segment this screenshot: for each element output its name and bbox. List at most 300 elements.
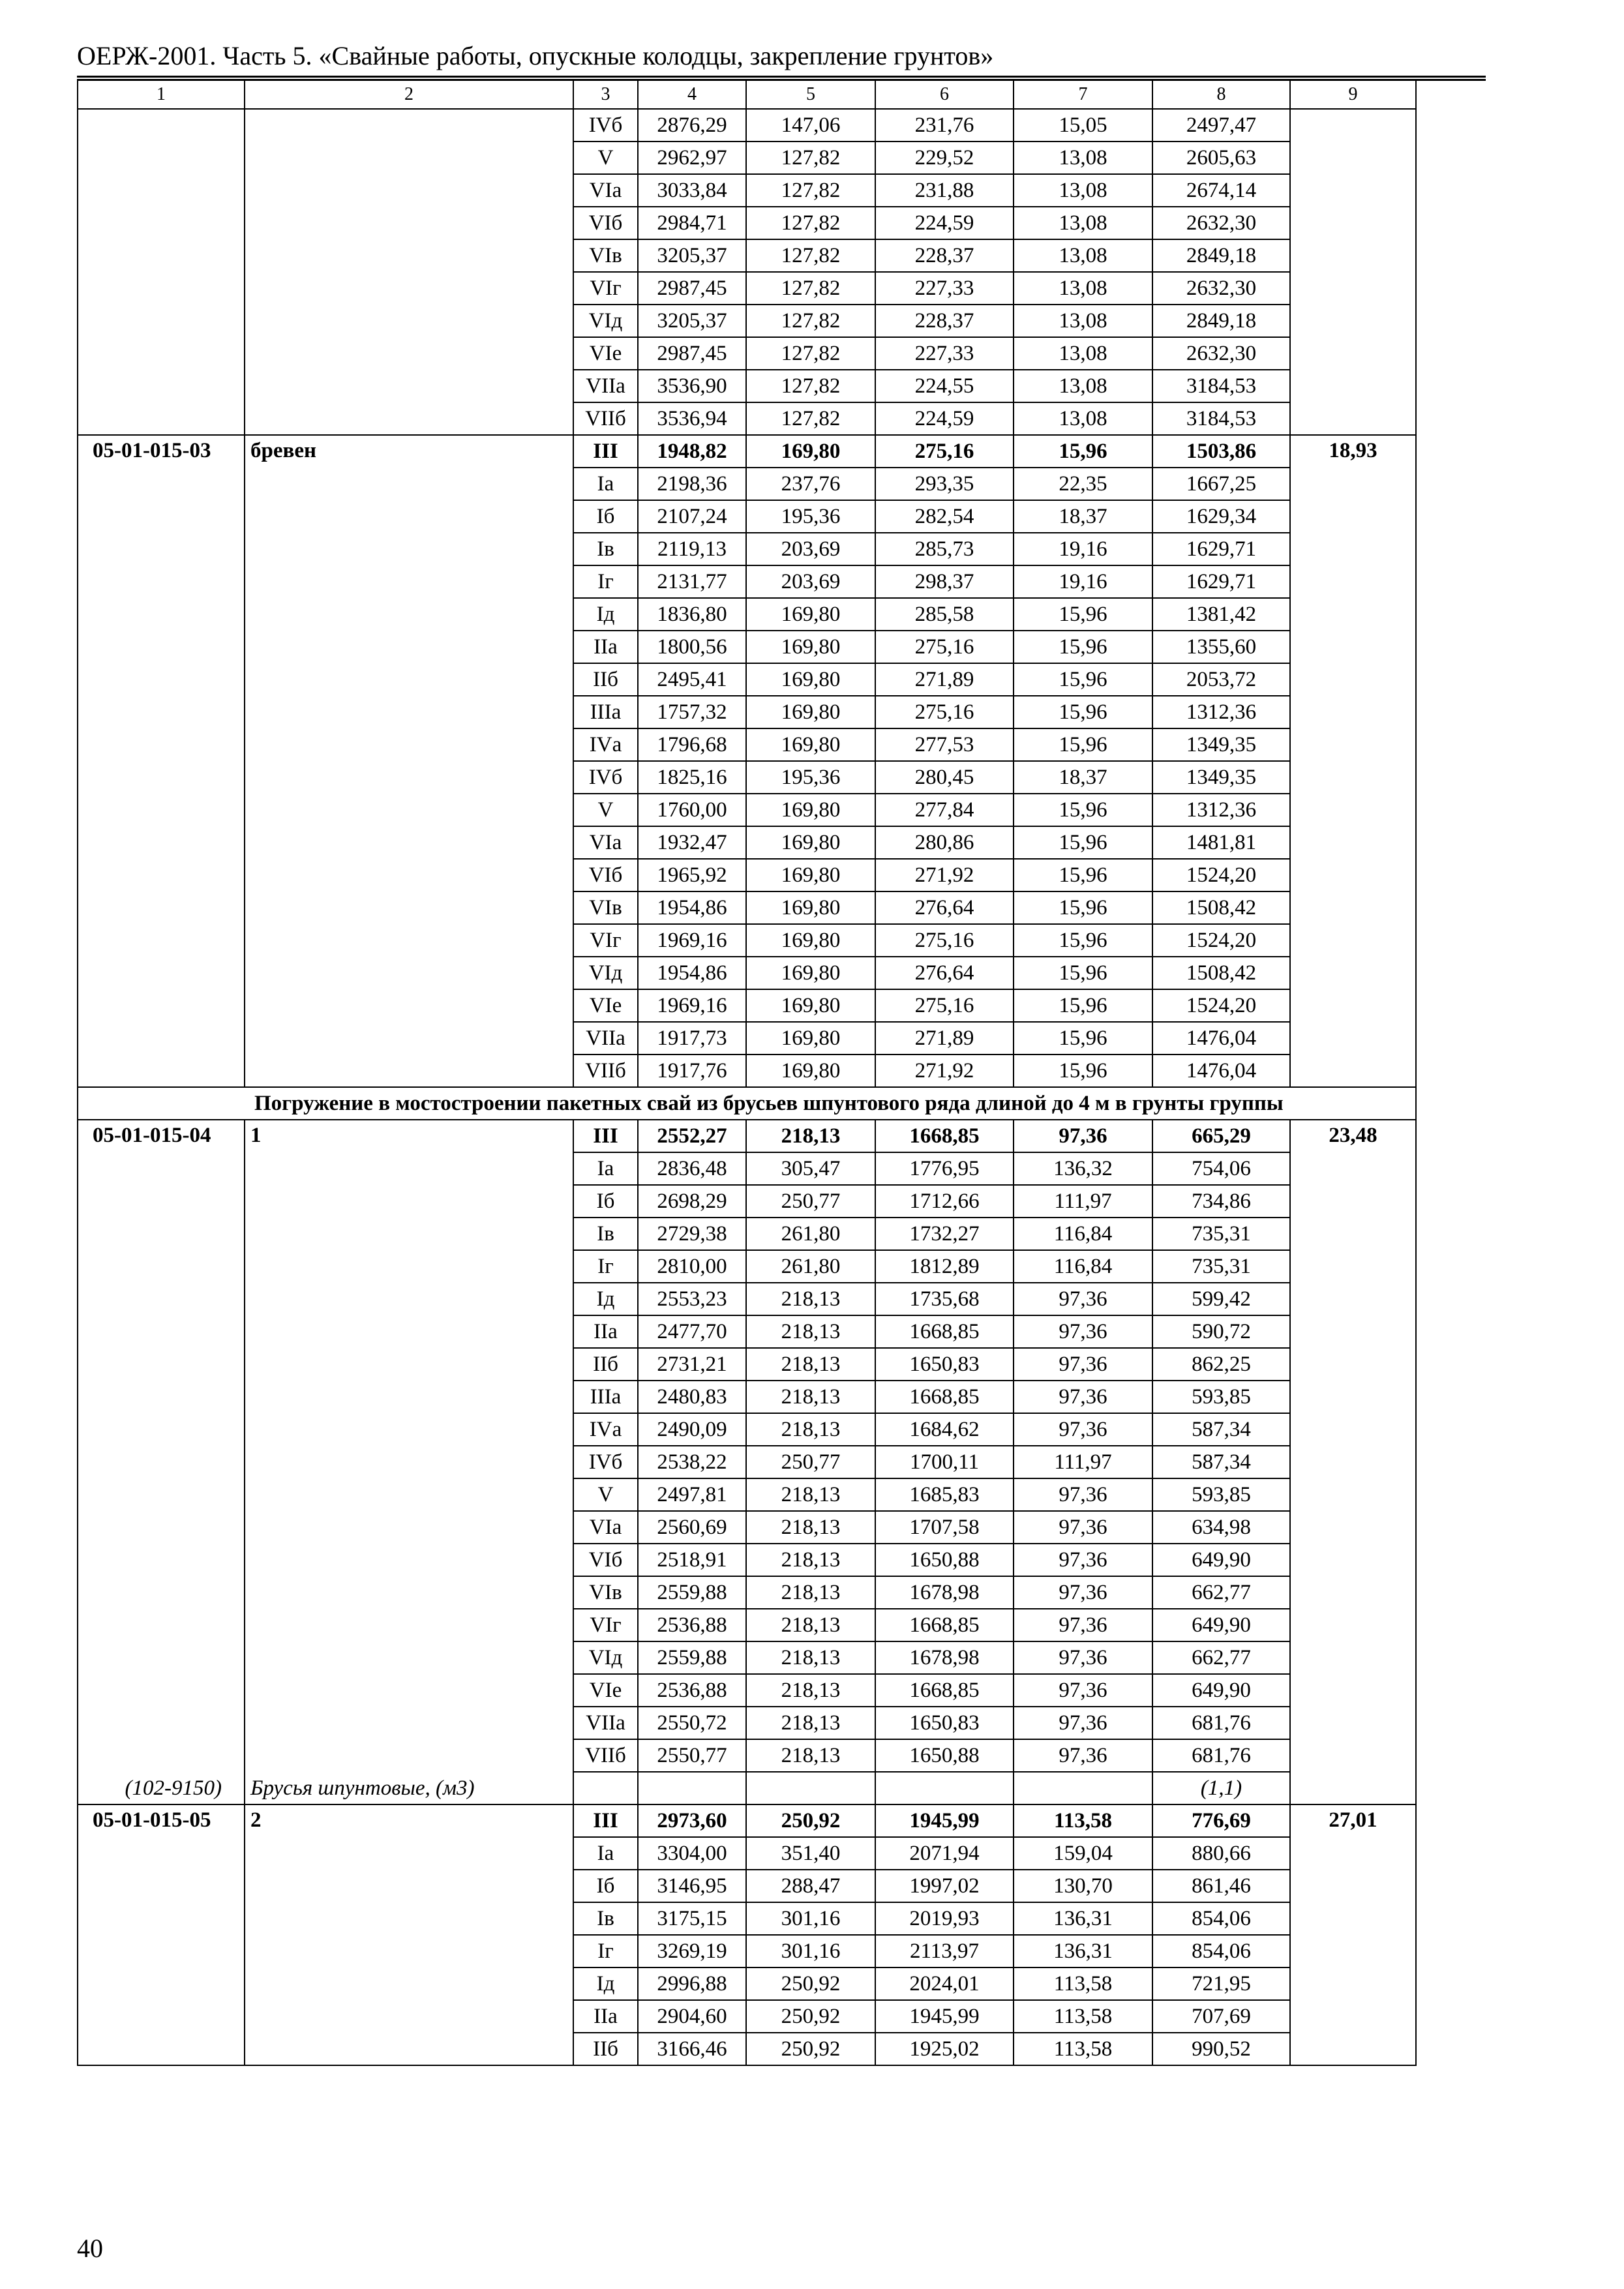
- materials-cell: 1481,81: [1152, 826, 1290, 859]
- section-heading: Погружение в мостостроении пакетных свай из брусьев шпунтового ряда длиной до 4 м в грунты группы: [78, 1087, 1416, 1120]
- wages-cell: 169,80: [746, 891, 875, 924]
- machinist-wages-cell: 15,96: [1014, 989, 1152, 1022]
- wages-cell: 250,77: [746, 1185, 875, 1218]
- table-body: [78, 80, 1416, 2065]
- total-cost-cell: 2538,22: [638, 1446, 746, 1478]
- machinist-wages-cell: 136,32: [1014, 1152, 1152, 1185]
- total-cost-cell: 2536,88: [638, 1674, 746, 1707]
- materials-cell: 1503,86: [1152, 435, 1290, 468]
- materials-cell: 1476,04: [1152, 1022, 1290, 1055]
- total-cost-cell: 2550,72: [638, 1707, 746, 1739]
- wages-cell: 218,13: [746, 1674, 875, 1707]
- total-cost-cell: 1825,16: [638, 761, 746, 794]
- materials-cell: 707,69: [1152, 2000, 1290, 2033]
- machinist-wages-cell: 97,36: [1014, 1283, 1152, 1315]
- column-number: 3: [573, 80, 638, 109]
- machines-cell: 277,84: [875, 794, 1014, 826]
- materials-cell: 1524,20: [1152, 989, 1290, 1022]
- wages-cell: 203,69: [746, 533, 875, 565]
- wages-cell: 218,13: [746, 1348, 875, 1381]
- machinist-wages-cell: 15,96: [1014, 663, 1152, 696]
- wages-cell: 127,82: [746, 305, 875, 337]
- machines-cell: 271,92: [875, 859, 1014, 891]
- soil-group-cell: Iа: [573, 468, 638, 500]
- materials-cell: 1355,60: [1152, 631, 1290, 663]
- wages-cell: 218,13: [746, 1739, 875, 1772]
- material-empty-cell: [1014, 1772, 1152, 1804]
- wages-cell: 203,69: [746, 565, 875, 598]
- machines-cell: 1678,98: [875, 1576, 1014, 1609]
- wages-cell: 237,76: [746, 468, 875, 500]
- total-cost-cell: 2729,38: [638, 1218, 746, 1250]
- soil-group-cell: Iб: [573, 500, 638, 533]
- machines-cell: 280,45: [875, 761, 1014, 794]
- wages-cell: 305,47: [746, 1152, 875, 1185]
- soil-group-cell: IIб: [573, 2033, 638, 2065]
- machinist-wages-cell: 15,96: [1014, 1055, 1152, 1087]
- total-cost-cell: 1948,82: [638, 435, 746, 468]
- material-empty-cell: [573, 1772, 638, 1804]
- machines-cell: 271,89: [875, 1022, 1014, 1055]
- rate-code-cell: 05-01-015-04: [78, 1120, 245, 1772]
- machinist-wages-cell: 18,37: [1014, 500, 1152, 533]
- column-number-row: [78, 80, 1416, 109]
- total-cost-cell: 2836,48: [638, 1152, 746, 1185]
- machines-cell: 1668,85: [875, 1674, 1014, 1707]
- materials-cell: 854,06: [1152, 1902, 1290, 1935]
- rate-name-cell: 2: [245, 1804, 573, 2065]
- wages-cell: 218,13: [746, 1413, 875, 1446]
- machines-cell: 1735,68: [875, 1283, 1014, 1315]
- soil-group-cell: VIв: [573, 891, 638, 924]
- wages-cell: 127,82: [746, 142, 875, 174]
- wages-cell: 288,47: [746, 1870, 875, 1902]
- machinist-wages-cell: 19,16: [1014, 533, 1152, 565]
- machinist-wages-cell: 15,05: [1014, 109, 1152, 142]
- total-cost-cell: 3536,90: [638, 370, 746, 402]
- labor-cost-cell: 23,48: [1290, 1120, 1416, 1772]
- soil-group-cell: VIб: [573, 207, 638, 239]
- soil-group-cell: IIа: [573, 631, 638, 663]
- materials-cell: 665,29: [1152, 1120, 1290, 1152]
- machines-cell: 1668,85: [875, 1381, 1014, 1413]
- labor-cost-cell: 27,01: [1290, 1804, 1416, 2065]
- total-cost-cell: 2560,69: [638, 1511, 746, 1544]
- wages-cell: 169,80: [746, 794, 875, 826]
- material-empty-cell: [746, 1772, 875, 1804]
- total-cost-cell: 2518,91: [638, 1544, 746, 1576]
- soil-group-cell: VIIа: [573, 1707, 638, 1739]
- machinist-wages-cell: 15,96: [1014, 826, 1152, 859]
- machines-cell: 227,33: [875, 337, 1014, 370]
- machinist-wages-cell: 15,96: [1014, 859, 1152, 891]
- column-number: 9: [1290, 80, 1416, 109]
- materials-cell: 734,86: [1152, 1185, 1290, 1218]
- machinist-wages-cell: 97,36: [1014, 1120, 1152, 1152]
- materials-cell: 1349,35: [1152, 761, 1290, 794]
- machinist-wages-cell: 97,36: [1014, 1478, 1152, 1511]
- total-cost-cell: 2876,29: [638, 109, 746, 142]
- materials-cell: 1476,04: [1152, 1055, 1290, 1087]
- soil-group-cell: Iд: [573, 1967, 638, 2000]
- total-cost-cell: 2480,83: [638, 1381, 746, 1413]
- wages-cell: 250,92: [746, 2000, 875, 2033]
- wages-cell: 218,13: [746, 1641, 875, 1674]
- wages-cell: 169,80: [746, 1055, 875, 1087]
- machines-cell: 2024,01: [875, 1967, 1014, 2000]
- total-cost-cell: 2552,27: [638, 1120, 746, 1152]
- materials-cell: 1508,42: [1152, 891, 1290, 924]
- machines-cell: 224,59: [875, 207, 1014, 239]
- materials-cell: 1667,25: [1152, 468, 1290, 500]
- total-cost-cell: 2698,29: [638, 1185, 746, 1218]
- materials-cell: 776,69: [1152, 1804, 1290, 1837]
- soil-group-cell: Iб: [573, 1870, 638, 1902]
- total-cost-cell: 2904,60: [638, 2000, 746, 2033]
- wages-cell: 195,36: [746, 761, 875, 794]
- machinist-wages-cell: 15,96: [1014, 598, 1152, 631]
- machines-cell: 282,54: [875, 500, 1014, 533]
- materials-cell: 735,31: [1152, 1218, 1290, 1250]
- wages-cell: 351,40: [746, 1837, 875, 1870]
- wages-cell: 127,82: [746, 402, 875, 435]
- soil-group-cell: Iг: [573, 1935, 638, 1967]
- materials-cell: 2632,30: [1152, 337, 1290, 370]
- machinist-wages-cell: 15,96: [1014, 957, 1152, 989]
- wages-cell: 147,06: [746, 109, 875, 142]
- machines-cell: 1712,66: [875, 1185, 1014, 1218]
- total-cost-cell: 3166,46: [638, 2033, 746, 2065]
- machinist-wages-cell: 113,58: [1014, 2033, 1152, 2065]
- material-quantity: (1,1): [1152, 1772, 1290, 1804]
- total-cost-cell: 3146,95: [638, 1870, 746, 1902]
- materials-cell: 3184,53: [1152, 370, 1290, 402]
- column-number: 1: [78, 80, 245, 109]
- machinist-wages-cell: 97,36: [1014, 1511, 1152, 1544]
- machinist-wages-cell: 97,36: [1014, 1641, 1152, 1674]
- wages-cell: 169,80: [746, 859, 875, 891]
- machinist-wages-cell: 15,96: [1014, 728, 1152, 761]
- soil-group-cell: VIа: [573, 1511, 638, 1544]
- machinist-wages-cell: 13,08: [1014, 305, 1152, 337]
- materials-cell: 649,90: [1152, 1674, 1290, 1707]
- total-cost-cell: 2477,70: [638, 1315, 746, 1348]
- material-empty-cell: [638, 1772, 746, 1804]
- materials-cell: 599,42: [1152, 1283, 1290, 1315]
- machinist-wages-cell: 159,04: [1014, 1837, 1152, 1870]
- machinist-wages-cell: 116,84: [1014, 1250, 1152, 1283]
- total-cost-cell: 2987,45: [638, 272, 746, 305]
- soil-group-cell: V: [573, 1478, 638, 1511]
- wages-cell: 169,80: [746, 957, 875, 989]
- soil-group-cell: VIд: [573, 305, 638, 337]
- materials-cell: 862,25: [1152, 1348, 1290, 1381]
- column-number: 7: [1014, 80, 1152, 109]
- materials-cell: 1508,42: [1152, 957, 1290, 989]
- total-cost-cell: 3205,37: [638, 305, 746, 337]
- soil-group-cell: Iа: [573, 1837, 638, 1870]
- material-empty-cell: [875, 1772, 1014, 1804]
- soil-group-cell: Iв: [573, 1902, 638, 1935]
- total-cost-cell: 2962,97: [638, 142, 746, 174]
- materials-cell: 662,77: [1152, 1641, 1290, 1674]
- machines-cell: 1707,58: [875, 1511, 1014, 1544]
- wages-cell: 127,82: [746, 337, 875, 370]
- material-name: Брусья шпунтовые, (м3): [245, 1772, 573, 1804]
- wages-cell: 250,92: [746, 2033, 875, 2065]
- soil-group-cell: VIв: [573, 1576, 638, 1609]
- total-cost-cell: 3269,19: [638, 1935, 746, 1967]
- machines-cell: 1668,85: [875, 1609, 1014, 1641]
- machines-cell: 1997,02: [875, 1870, 1014, 1902]
- column-number: 2: [245, 80, 573, 109]
- total-cost-cell: 2198,36: [638, 468, 746, 500]
- table-row: [78, 1804, 1416, 1837]
- total-cost-cell: 2497,81: [638, 1478, 746, 1511]
- machines-cell: 1812,89: [875, 1250, 1014, 1283]
- rate-name-cell: бревен: [245, 435, 573, 1087]
- materials-cell: 1524,20: [1152, 924, 1290, 957]
- machinist-wages-cell: 113,58: [1014, 1804, 1152, 1837]
- column-number: 5: [746, 80, 875, 109]
- soil-group-cell: IIб: [573, 663, 638, 696]
- soil-group-cell: VIа: [573, 826, 638, 859]
- rate-code-cell: 05-01-015-03: [78, 435, 245, 1087]
- total-cost-cell: 3536,94: [638, 402, 746, 435]
- machinist-wages-cell: 97,36: [1014, 1576, 1152, 1609]
- materials-cell: 587,34: [1152, 1413, 1290, 1446]
- materials-cell: 2053,72: [1152, 663, 1290, 696]
- machinist-wages-cell: 97,36: [1014, 1707, 1152, 1739]
- soil-group-cell: VIе: [573, 1674, 638, 1707]
- machinist-wages-cell: 113,58: [1014, 1967, 1152, 2000]
- machines-cell: 271,89: [875, 663, 1014, 696]
- total-cost-cell: 3205,37: [638, 239, 746, 272]
- total-cost-cell: 1917,73: [638, 1022, 746, 1055]
- total-cost-cell: 1954,86: [638, 957, 746, 989]
- soil-group-cell: VIе: [573, 989, 638, 1022]
- machines-cell: 1650,83: [875, 1348, 1014, 1381]
- soil-group-cell: IIа: [573, 1315, 638, 1348]
- wages-cell: 261,80: [746, 1218, 875, 1250]
- machinist-wages-cell: 97,36: [1014, 1609, 1152, 1641]
- machines-cell: 229,52: [875, 142, 1014, 174]
- machines-cell: 1945,99: [875, 2000, 1014, 2033]
- machinist-wages-cell: 13,08: [1014, 370, 1152, 402]
- wages-cell: 218,13: [746, 1120, 875, 1152]
- materials-cell: 754,06: [1152, 1152, 1290, 1185]
- machines-cell: 1650,83: [875, 1707, 1014, 1739]
- total-cost-cell: 2553,23: [638, 1283, 746, 1315]
- soil-group-cell: Iд: [573, 598, 638, 631]
- wages-cell: 169,80: [746, 989, 875, 1022]
- materials-cell: 1312,36: [1152, 696, 1290, 728]
- materials-cell: 681,76: [1152, 1739, 1290, 1772]
- machinist-wages-cell: 13,08: [1014, 174, 1152, 207]
- machines-cell: 275,16: [875, 696, 1014, 728]
- materials-cell: 1524,20: [1152, 859, 1290, 891]
- rate-code-cell: [78, 109, 245, 435]
- soil-group-cell: VIб: [573, 1544, 638, 1576]
- total-cost-cell: 2731,21: [638, 1348, 746, 1381]
- soil-group-cell: Iг: [573, 565, 638, 598]
- materials-cell: 2849,18: [1152, 239, 1290, 272]
- machines-cell: 275,16: [875, 631, 1014, 663]
- wages-cell: 250,77: [746, 1446, 875, 1478]
- soil-group-cell: V: [573, 142, 638, 174]
- materials-cell: 721,95: [1152, 1967, 1290, 2000]
- materials-cell: 662,77: [1152, 1576, 1290, 1609]
- materials-cell: 861,46: [1152, 1870, 1290, 1902]
- machinist-wages-cell: 15,96: [1014, 435, 1152, 468]
- soil-group-cell: IVб: [573, 109, 638, 142]
- machines-cell: 224,55: [875, 370, 1014, 402]
- wages-cell: 301,16: [746, 1902, 875, 1935]
- total-cost-cell: 2131,77: [638, 565, 746, 598]
- wages-cell: 218,13: [746, 1707, 875, 1739]
- machinist-wages-cell: 136,31: [1014, 1902, 1152, 1935]
- materials-cell: 2632,30: [1152, 207, 1290, 239]
- machines-cell: 285,73: [875, 533, 1014, 565]
- machinist-wages-cell: 13,08: [1014, 207, 1152, 239]
- machines-cell: 1678,98: [875, 1641, 1014, 1674]
- total-cost-cell: 1965,92: [638, 859, 746, 891]
- soil-group-cell: IIIа: [573, 1381, 638, 1413]
- soil-group-cell: IIа: [573, 2000, 638, 2033]
- soil-group-cell: IVб: [573, 1446, 638, 1478]
- soil-group-cell: IIб: [573, 1348, 638, 1381]
- machines-cell: 224,59: [875, 402, 1014, 435]
- soil-group-cell: VIIб: [573, 402, 638, 435]
- total-cost-cell: 2984,71: [638, 207, 746, 239]
- soil-group-cell: VIг: [573, 272, 638, 305]
- machines-cell: 227,33: [875, 272, 1014, 305]
- total-cost-cell: 3304,00: [638, 1837, 746, 1870]
- soil-group-cell: Iв: [573, 533, 638, 565]
- machinist-wages-cell: 97,36: [1014, 1381, 1152, 1413]
- wages-cell: 218,13: [746, 1511, 875, 1544]
- materials-cell: 649,90: [1152, 1544, 1290, 1576]
- machines-cell: 2113,97: [875, 1935, 1014, 1967]
- column-number: 4: [638, 80, 746, 109]
- machines-cell: 285,58: [875, 598, 1014, 631]
- total-cost-cell: 1954,86: [638, 891, 746, 924]
- soil-group-cell: VIIб: [573, 1055, 638, 1087]
- wages-cell: 195,36: [746, 500, 875, 533]
- total-cost-cell: 2810,00: [638, 1250, 746, 1283]
- machines-cell: 275,16: [875, 435, 1014, 468]
- materials-cell: 1312,36: [1152, 794, 1290, 826]
- machinist-wages-cell: 136,31: [1014, 1935, 1152, 1967]
- rate-code-cell: 05-01-015-05: [78, 1804, 245, 2065]
- wages-cell: 127,82: [746, 370, 875, 402]
- machines-cell: 1685,83: [875, 1478, 1014, 1511]
- total-cost-cell: 1932,47: [638, 826, 746, 859]
- machines-cell: 1650,88: [875, 1544, 1014, 1576]
- machines-cell: 1732,27: [875, 1218, 1014, 1250]
- wages-cell: 127,82: [746, 174, 875, 207]
- machinist-wages-cell: 13,08: [1014, 337, 1152, 370]
- soil-group-cell: IVа: [573, 728, 638, 761]
- section-heading-row: [78, 1087, 1416, 1120]
- labor-cost-cell: [1290, 109, 1416, 435]
- total-cost-cell: 1836,80: [638, 598, 746, 631]
- machines-cell: 2071,94: [875, 1837, 1014, 1870]
- soil-group-cell: VIIа: [573, 370, 638, 402]
- machinist-wages-cell: 13,08: [1014, 142, 1152, 174]
- machinist-wages-cell: 19,16: [1014, 565, 1152, 598]
- column-number: 8: [1152, 80, 1290, 109]
- soil-group-cell: Iв: [573, 1218, 638, 1250]
- machinist-wages-cell: 130,70: [1014, 1870, 1152, 1902]
- materials-cell: 634,98: [1152, 1511, 1290, 1544]
- materials-cell: 3184,53: [1152, 402, 1290, 435]
- materials-cell: 1381,42: [1152, 598, 1290, 631]
- rate-name-cell: [245, 109, 573, 435]
- machinist-wages-cell: 97,36: [1014, 1315, 1152, 1348]
- page-number: 40: [77, 2234, 103, 2263]
- wages-cell: 169,80: [746, 435, 875, 468]
- total-cost-cell: 2536,88: [638, 1609, 746, 1641]
- total-cost-cell: 1969,16: [638, 989, 746, 1022]
- machines-cell: 1925,02: [875, 2033, 1014, 2065]
- wages-cell: 169,80: [746, 663, 875, 696]
- total-cost-cell: 2996,88: [638, 1967, 746, 2000]
- wages-cell: 169,80: [746, 924, 875, 957]
- machines-cell: 280,86: [875, 826, 1014, 859]
- soil-group-cell: VIд: [573, 1641, 638, 1674]
- materials-cell: 1629,34: [1152, 500, 1290, 533]
- machinist-wages-cell: 18,37: [1014, 761, 1152, 794]
- soil-group-cell: III: [573, 1120, 638, 1152]
- soil-group-cell: VIг: [573, 1609, 638, 1641]
- materials-cell: 880,66: [1152, 1837, 1290, 1870]
- machinist-wages-cell: 113,58: [1014, 2000, 1152, 2033]
- materials-cell: 2849,18: [1152, 305, 1290, 337]
- machines-cell: 293,35: [875, 468, 1014, 500]
- rates-table: [77, 80, 1417, 2066]
- machinist-wages-cell: 15,96: [1014, 891, 1152, 924]
- soil-group-cell: VIIб: [573, 1739, 638, 1772]
- machines-cell: 1776,95: [875, 1152, 1014, 1185]
- wages-cell: 169,80: [746, 826, 875, 859]
- wages-cell: 250,92: [746, 1967, 875, 2000]
- total-cost-cell: 2490,09: [638, 1413, 746, 1446]
- soil-group-cell: VIг: [573, 924, 638, 957]
- machinist-wages-cell: 13,08: [1014, 272, 1152, 305]
- labor-cost-cell: 18,93: [1290, 435, 1416, 1087]
- wages-cell: 127,82: [746, 272, 875, 305]
- materials-cell: 593,85: [1152, 1381, 1290, 1413]
- soil-group-cell: IIIа: [573, 696, 638, 728]
- machines-cell: 298,37: [875, 565, 1014, 598]
- machines-cell: 231,76: [875, 109, 1014, 142]
- materials-cell: 990,52: [1152, 2033, 1290, 2065]
- table-row: [78, 109, 1416, 142]
- wages-cell: 169,80: [746, 728, 875, 761]
- wages-cell: 218,13: [746, 1576, 875, 1609]
- machinist-wages-cell: 116,84: [1014, 1218, 1152, 1250]
- materials-cell: 2605,63: [1152, 142, 1290, 174]
- materials-cell: 649,90: [1152, 1609, 1290, 1641]
- total-cost-cell: 3033,84: [638, 174, 746, 207]
- machinist-wages-cell: 97,36: [1014, 1348, 1152, 1381]
- soil-group-cell: Iа: [573, 1152, 638, 1185]
- wages-cell: 169,80: [746, 598, 875, 631]
- materials-cell: 587,34: [1152, 1446, 1290, 1478]
- soil-group-cell: VIIа: [573, 1022, 638, 1055]
- material-labor-empty: [1290, 1772, 1416, 1804]
